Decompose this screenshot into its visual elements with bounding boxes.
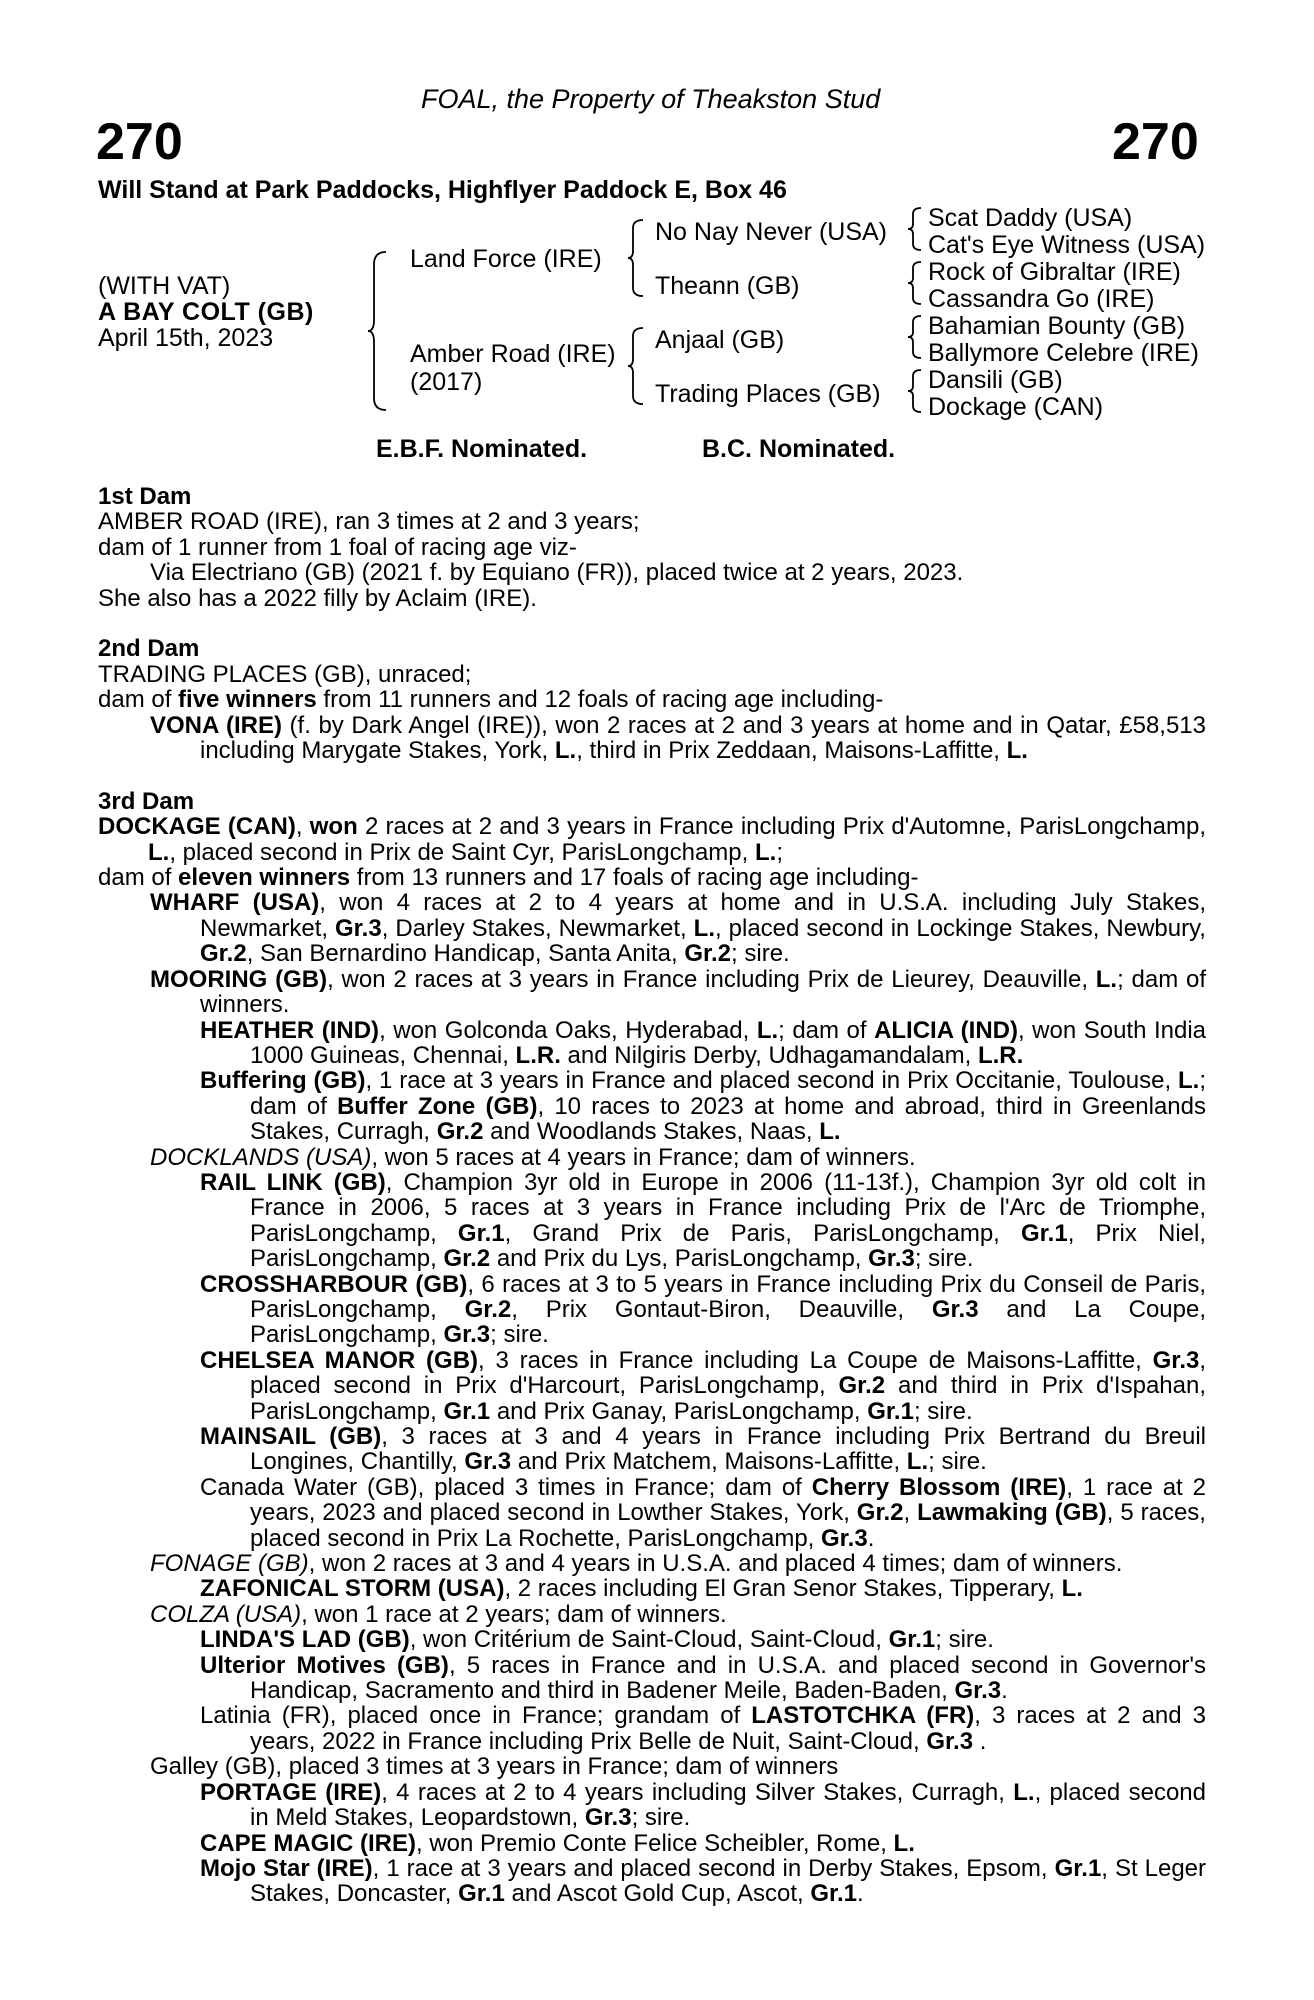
pedigree-dam: Amber Road (IRE): [410, 340, 616, 368]
third-dam-produce-fonage: FONAGE (GB), won 2 races at 3 and 4 years in U.S.A. and placed 4 times; dam of winners.: [150, 1550, 1123, 1578]
pedigree-gen3-2: Cat's Eye Witness (USA): [928, 231, 1206, 259]
first-dam-produce-1: Via Electriano (GB) (2021 f. by Equiano (FR)), placed twice at 2 years, 2023.: [150, 559, 964, 587]
vat-note: (WITH VAT): [98, 272, 231, 300]
pedigree-gen3-5: Bahamian Bounty (GB): [928, 312, 1186, 340]
pedigree-gen3-3: Rock of Gibraltar (IRE): [928, 258, 1181, 286]
mooring-produce-buffering: Buffering (GB), 1 race at 3 years in France and placed second in Prix Occitanie, Toulouse, L.; dam of Buffer Zone (GB), 10 races to 2023 at home and abroad, third in Greenlands Stakes, Curragh, Gr.2 and Woodlands Stakes, Naas, L.: [200, 1067, 1206, 1146]
third-dam-produce-docklands: DOCKLANDS (USA), won 5 races at 4 years in France; dam of winners.: [150, 1143, 916, 1171]
pedigree-brace-g3: [906, 314, 924, 360]
pedigree-brace-g4: [906, 368, 924, 414]
galley-produce-portage: PORTAGE (IRE), 4 races at 2 to 4 years including Silver Stakes, Curragh, L., placed second in Meld Stakes, Leopardstown, Gr.3; sire.: [200, 1778, 1206, 1832]
third-dam-line-2: dam of eleven winners from 13 runners and 17 foals of racing age including-: [98, 864, 919, 892]
first-dam-line-3: She also has a 2022 filly by Aclaim (IRE).: [98, 584, 537, 612]
third-dam-produce-galley: Galley (GB), placed 3 times at 3 years in France; dam of winners: [150, 1753, 839, 1781]
docklands-produce-mainsail: MAINSAIL (GB), 3 races at 3 and 4 years in France including Prix Bertrand du Breuil Longines, Chantilly, Gr.3 and Prix Matchem, Maisons-Laffitte, L.; sire.: [200, 1423, 1206, 1476]
pedigree-brace-sire: [626, 218, 646, 298]
mooring-produce-heather: HEATHER (IND), won Golconda Oaks, Hyderabad, L.; dam of ALICIA (IND), won South India 1000 Guineas, Chennai, L.R. and Nilgiris Derby, Udhagamandalam, L.R.: [200, 1016, 1206, 1069]
pedigree-sire: Land Force (IRE): [410, 245, 602, 273]
pedigree-brace-main: [366, 250, 390, 412]
first-dam-line-1: AMBER ROAD (IRE), ran 3 times at 2 and 3 years;: [98, 508, 640, 536]
ebf-nomination: E.B.F. Nominated.: [376, 435, 588, 463]
horse-name: A BAY COLT (GB): [98, 298, 314, 326]
second-dam-line-2: dam of five winners from 11 runners and 12 foals of racing age including-: [98, 686, 884, 714]
pedigree-sire-sire: No Nay Never (USA): [655, 218, 887, 246]
second-dam-heading: 2nd Dam: [98, 635, 200, 663]
produce-record: [98, 484, 1206, 1907]
pedigree-dam-dam: Trading Places (GB): [655, 380, 881, 408]
docklands-produce-rail-link: RAIL LINK (GB), Champion 3yr old in Europe in 2006 (11-13f.), Champion 3yr old colt in France in 2006, 5 races at 3 years in France including Prix de l'Arc de Triomphe, ParisLongchamp, Gr.1, Grand Prix de Paris, ParisLongchamp, Gr.1, Prix Niel, ParisLongchamp, Gr.2 and Prix du Lys, ParisLongchamp, Gr.3; sire.: [200, 1168, 1207, 1273]
pedigree-dam-year: (2017): [410, 368, 483, 396]
colza-produce-ulterior-motives: Ulterior Motives (GB), 5 races in France and in U.S.A. and placed second in Governor's Handicap, Sacramento and third in Badener Meile, Baden-Baden, Gr.3.: [200, 1651, 1206, 1705]
docklands-produce-crossharbour: CROSSHARBOUR (GB), 6 races at 3 to 5 years in France including Prix du Conseil de Paris, ParisLongchamp, Gr.2, Prix Gontaut-Biron, Deauville, Gr.3 and La Coupe, ParisLongchamp, Gr.3; sire.: [200, 1270, 1207, 1349]
pedigree-brace-g1: [906, 206, 924, 252]
pedigree-gen3-8: Dockage (CAN): [928, 393, 1104, 421]
third-dam-produce-mooring: MOORING (GB), won 2 races at 3 years in France including Prix de Lieurey, Deauville, L.; dam of winners.: [150, 965, 1207, 1019]
date-of-birth: April 15th, 2023: [98, 324, 274, 352]
docklands-produce-canada-water: Canada Water (GB), placed 3 times in France; dam of Cherry Blossom (IRE), 1 race at 2 years, 2023 and placed second in Lowther Stakes, York, Gr.2, Lawmaking (GB), 5 races, placed second in Prix La Rochette, ParisLongchamp, Gr.3.: [200, 1473, 1206, 1552]
second-dam-produce-1: VONA (IRE) (f. by Dark Angel (IRE)), won 2 races at 2 and 3 years at home and in Qatar, £58,513 including Marygate Stakes, York, L., third in Prix Zeddaan, Maisons-Laffitte, L.: [150, 711, 1206, 765]
galley-produce-cape-magic: CAPE MAGIC (IRE), won Premio Conte Felice Scheibler, Rome, L.: [200, 1829, 915, 1857]
pedigree-gen3-7: Dansili (GB): [928, 366, 1063, 394]
pedigree-gen3-4: Cassandra Go (IRE): [928, 285, 1155, 313]
third-dam-produce-wharf: WHARF (USA), won 4 races at 2 to 4 years at home and in U.S.A. including July Stakes, Newmarket, Gr.3, Darley Stakes, Newmarket, L., placed second in Lockinge Stakes, Newbury, Gr.2, San Bernardino Handicap, Santa Anita, Gr.2; sire.: [150, 889, 1206, 968]
pedigree-brace-g2: [906, 260, 924, 306]
first-dam-heading: 1st Dam: [98, 483, 192, 510]
pedigree-gen3-6: Ballymore Celebre (IRE): [928, 339, 1199, 367]
third-dam-heading: 3rd Dam: [98, 787, 195, 815]
bc-nomination: B.C. Nominated.: [702, 435, 896, 463]
colza-produce-lindas-lad: LINDA'S LAD (GB), won Critérium de Saint-Cloud, Saint-Cloud, Gr.1; sire.: [200, 1626, 994, 1654]
galley-produce-mojo-star: Mojo Star (IRE), 1 race at 3 years and placed second in Derby Stakes, Epsom, Gr.1, St Leger Stakes, Doncaster, Gr.1 and Ascot Gold Cup, Ascot, Gr.1.: [200, 1854, 1207, 1908]
pedigree-sire-dam: Theann (GB): [655, 272, 800, 300]
lot-number-left: 270: [96, 113, 183, 171]
pedigree-dam-sire: Anjaal (GB): [655, 326, 785, 354]
lot-number-right: 270: [1112, 113, 1199, 171]
fonage-produce-zafonical-storm: ZAFONICAL STORM (USA), 2 races including El Gran Senor Stakes, Tipperary, L.: [200, 1575, 1083, 1603]
third-dam-line-1: DOCKAGE (CAN), won 2 races at 2 and 3 years in France including Prix d'Automne, ParisLongchamp, L., placed second in Prix de Saint Cyr, ParisLongchamp, L.;: [98, 813, 1206, 866]
first-dam-line-2: dam of 1 runner from 1 foal of racing age viz-: [98, 533, 577, 561]
colza-produce-latinia: Latinia (FR), placed once in France; grandam of LASTOTCHKA (FR), 3 races at 2 and 3 years, 2022 in France including Prix Belle de Nuit, Saint-Cloud, Gr.3 .: [200, 1702, 1206, 1755]
pedigree-brace-dam: [626, 326, 646, 406]
pedigree-gen3-1: Scat Daddy (USA): [928, 204, 1133, 232]
third-dam-produce-colza: COLZA (USA), won 1 race at 2 years; dam of winners.: [150, 1600, 727, 1628]
stand-location: Will Stand at Park Paddocks, Highflyer Paddock E, Box 46: [98, 176, 787, 204]
catalogue-subtitle: FOAL, the Property of Theakston Stud: [421, 84, 881, 114]
docklands-produce-chelsea-manor: CHELSEA MANOR (GB), 3 races in France including La Coupe de Maisons-Laffitte, Gr.3, placed second in Prix d'Harcourt, ParisLongchamp, Gr.2 and third in Prix d'Ispahan, ParisLongchamp, Gr.1 and Prix Ganay, ParisLongchamp, Gr.1; sire.: [200, 1346, 1207, 1425]
second-dam-line-1: TRADING PLACES (GB), unraced;: [98, 660, 472, 688]
